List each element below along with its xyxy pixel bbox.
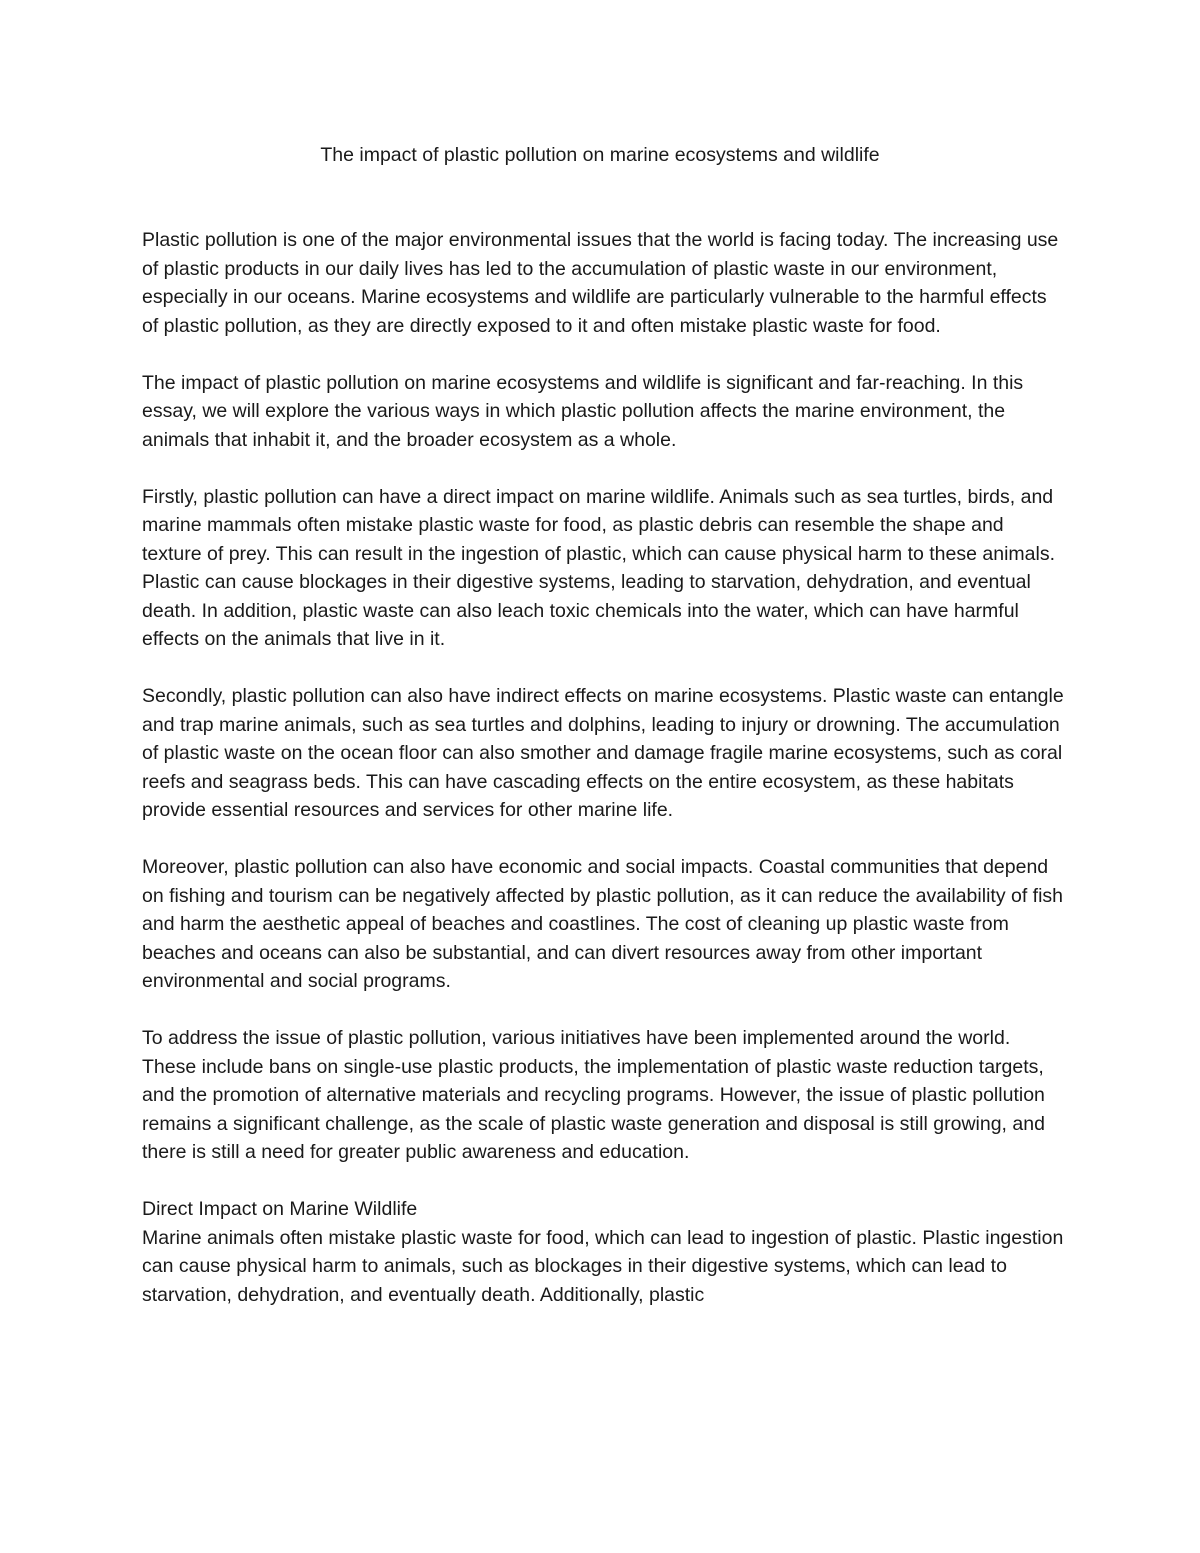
- paragraph-economic-social: Moreover, plastic pollution can also have economic and social impacts. Coastal communities that depend on fishing and tourism can be negatively affected by plastic pollution, as it can reduce the availability of fish and harm the aesthetic appeal of beaches and coastlines. The cost of cleaning up plastic waste from beaches and oceans can also be substantial, and can divert resources away from other important environmental and social programs.: [142, 856, 1064, 992]
- paragraph-essay-overview: The impact of plastic pollution on marine ecosystems and wildlife is significant and far-reaching. In this essay, we will explore the various ways in which plastic pollution affects the marine environment, the animals that inhabit it, and the broader ecosystem as a whole.: [142, 371, 1024, 451]
- paragraph-initiatives: To address the issue of plastic pollution, various initiatives have been implemented around the world. These include bans on single-use plastic products, the implementation of plastic waste reduction targets, and the promotion of alternative materials and recycling programs. However, the issue of plastic pollution remains a significant challenge, as the scale of plastic waste generation and disposal is still growing, and there is still a need for greater public awareness and education.: [142, 1027, 1045, 1163]
- document-title: The impact of plastic pollution on marine ecosystems and wildlife: [320, 144, 880, 166]
- section-heading: Direct Impact on Marine Wildlife: [142, 1198, 418, 1220]
- paragraph-direct-impact: Firstly, plastic pollution can have a direct impact on marine wildlife. Animals such as sea turtles, birds, and marine mammals often mistake plastic waste for food, as plastic debris can resemble the shape and texture of prey. This can result in the ingestion of plastic, which can cause physical harm to these animals. Plastic can cause blockages in their digestive systems, leading to starvation, dehydration, and eventual death. In addition, plastic waste can also leach toxic chemicals into the water, which can have harmful effects on the animals that live in it.: [142, 485, 1055, 650]
- document-body: [142, 226, 1064, 1309]
- section-paragraph: Marine animals often mistake plastic waste for food, which can lead to ingestion of plastic. Plastic ingestion can cause physical harm to animals, such as blockages in their digestive systems, which can lead to starvation, dehydration, and eventually death. Additionally, plastic: [142, 1226, 1064, 1306]
- paragraph-indirect-effects: Secondly, plastic pollution can also have indirect effects on marine ecosystems. Plastic waste can entangle and trap marine animals, such as sea turtles and dolphins, leading to injury or drowning. The accumulation of plastic waste on the ocean floor can also smother and damage fragile marine ecosystems, such as coral reefs and seagrass beds. This can have cascading effects on the entire ecosystem, as these habitats provide essential resources and services for other marine life.: [142, 685, 1064, 821]
- paragraph-introduction: Plastic pollution is one of the major environmental issues that the world is facing today. The increasing use of plastic products in our daily lives has led to the accumulation of plastic waste in our environment, especially in our oceans. Marine ecosystems and wildlife are particularly vulnerable to the harmful effects of plastic pollution, as they are directly exposed to it and often mistake plastic waste for food.: [142, 229, 1059, 337]
